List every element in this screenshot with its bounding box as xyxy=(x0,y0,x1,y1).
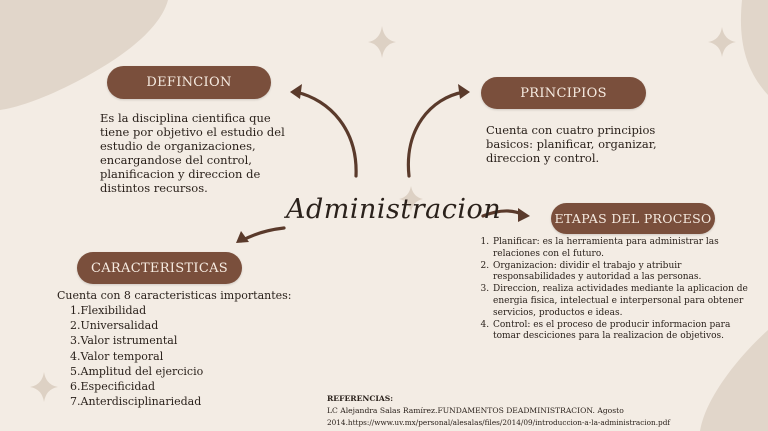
list-item: 4. Control: es el proceso de producir informacion para tomar desciciones para la realizacion de objetivos. xyxy=(492,320,750,344)
referencias-line-1: LC Alejandra Salas Ramírez.FUNDAMENTOS DEADMINISTRACION. Agosto xyxy=(327,406,624,415)
list-item: 2. Organizacion: dividir el trabajo y atribuir responsabilidades y autoridad a las personas. xyxy=(492,261,750,285)
list-item: 5.Amplitud del ejercicio xyxy=(70,364,204,378)
etapas-list xyxy=(478,237,750,343)
caracteristicas-label: CARACTERISTICAS xyxy=(91,260,228,276)
arrow-to-caracteristicas xyxy=(241,228,284,241)
definicion-pill xyxy=(107,66,271,99)
referencias-line-2: 2014.https://www.uv.mx/personal/alesalas/files/2014/09/introduccion-a-la-administracion.pdf xyxy=(327,418,671,427)
principios-label: PRINCIPIOS xyxy=(520,85,607,101)
referencias xyxy=(327,393,747,429)
referencias-heading: REFERENCIAS: xyxy=(327,394,394,403)
principios-text: Cuenta con cuatro principios basicos: planificar, organizar, direccion y control. xyxy=(486,123,657,165)
principios-pill xyxy=(481,77,646,109)
list-item: 1. Planificar: es la herramienta para administrar las relaciones con el futuro. xyxy=(492,237,750,261)
list-item: 3. Direccion, realiza actividades mediante la aplicacion de energia fisica, intelectual e interpersonal para obtener servicios, productos e ideas. xyxy=(492,284,750,319)
caracteristicas-pill xyxy=(77,252,242,284)
list-item: 3.Valor istrumental xyxy=(70,334,178,348)
list-item: 1.Flexibilidad xyxy=(70,304,147,317)
center-title: Administracion xyxy=(286,194,502,225)
arrow-to-definicion xyxy=(296,92,356,176)
caracteristicas-list xyxy=(70,303,270,409)
etapas-pill xyxy=(551,203,715,234)
list-item: 6.Especificidad xyxy=(70,380,156,394)
list-item: 4.Valor temporal xyxy=(70,349,164,363)
list-item: 2.Universalidad xyxy=(70,319,159,333)
definicion-label: DEFINCION xyxy=(146,75,232,90)
arrow-to-principios xyxy=(408,92,464,176)
list-item: 7.Anterdisciplinariedad xyxy=(70,395,202,409)
etapas-label: ETAPAS DEL PROCESO xyxy=(554,211,712,226)
definicion-text: Es la disciplina cientifica que tiene por objetivo el estudio del estudio de organizaciones, encargandose del control, planificacion y direccion de distintos recursos. xyxy=(100,111,285,195)
caracteristicas-intro: Cuenta con 8 caracteristicas importantes: xyxy=(57,289,292,302)
